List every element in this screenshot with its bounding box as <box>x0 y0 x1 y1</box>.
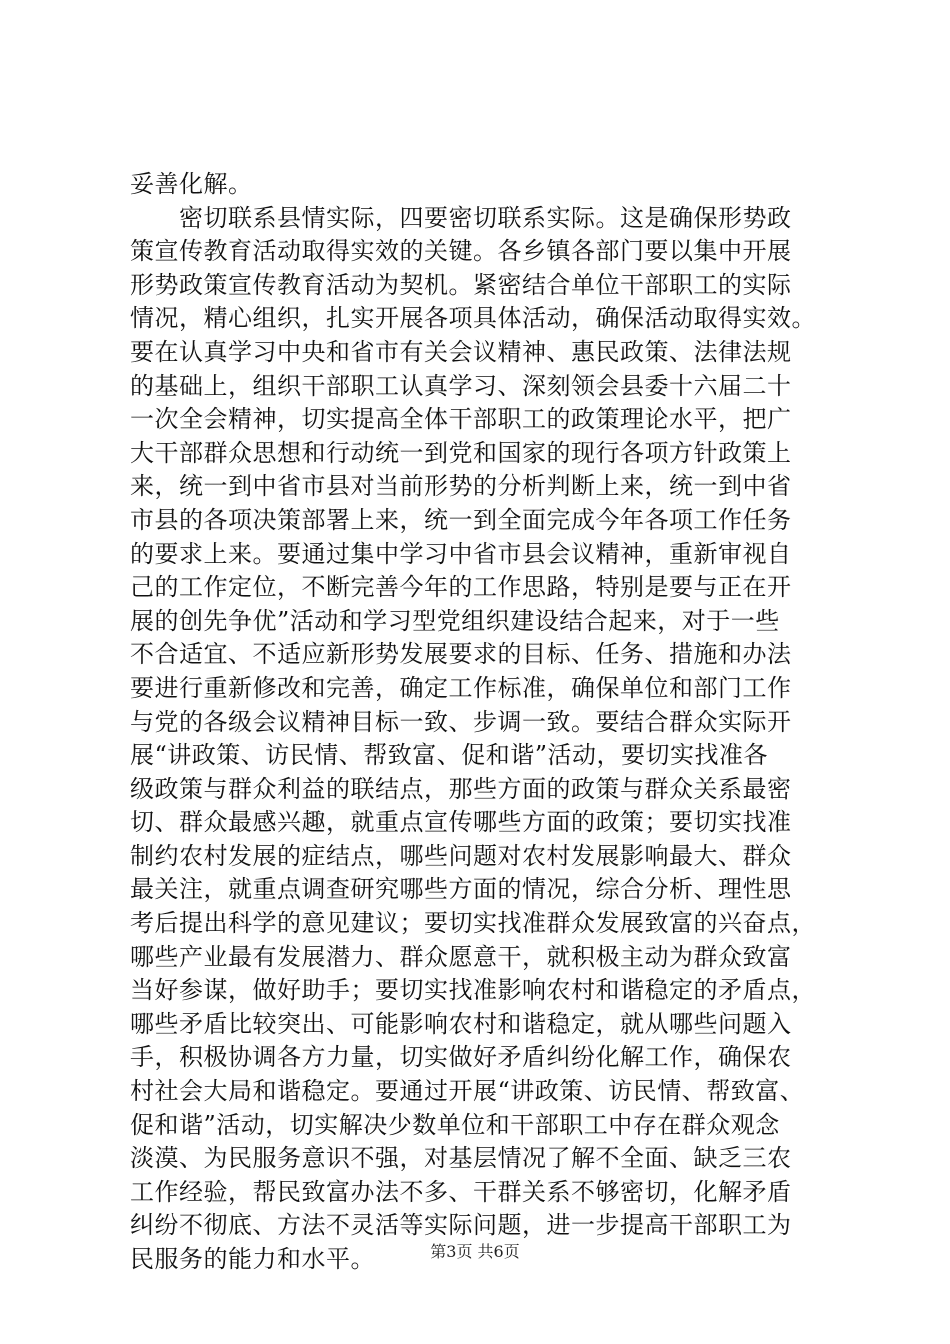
text-line: 切、群众最感兴趣，就重点宣传哪些方面的政策；要切实找准 <box>130 808 792 837</box>
text-line: 淡漠、为民服务意识不强，对基层情况了解不全面、缺乏三农 <box>130 1144 792 1173</box>
page-footer: 第3页 共6页 <box>430 1242 520 1261</box>
text-line: 一次全会精神，切实提高全体干部职工的政策理论水平，把广 <box>130 405 792 434</box>
text-line: 考后提出科学的意见建议；要切实找准群众发展致富的兴奋点， <box>130 909 816 938</box>
text-line: 展“讲政策、访民情、帮致富、促和谐”活动，要切实找准各 <box>130 741 769 770</box>
text-line: 哪些矛盾比较突出、可能影响农村和谐稳定，就从哪些问题入 <box>130 1009 792 1038</box>
text-line: 大干部群众思想和行动统一到党和国家的现行各项方针政策上 <box>130 438 792 467</box>
text-line: 己的工作定位，不断完善今年的工作思路，特别是要与正在开 <box>130 573 792 602</box>
text-line: 纠纷不彻底、方法不灵活等实际问题，进一步提高干部职工为 <box>130 1211 792 1240</box>
body-text <box>130 168 850 1277</box>
text-line: 最关注，就重点调查研究哪些方面的情况，综合分析、理性思 <box>130 875 792 904</box>
text-line: 与党的各级会议精神目标一致、步调一致。要结合群众实际开 <box>130 707 792 736</box>
text-line: 展的创先争优”活动和学习型党组织建设结合起来，对于一些 <box>130 606 780 635</box>
text-line: 妥善化解。 <box>130 170 253 198</box>
text-line: 手，积极协调各方力量，切实做好矛盾纠纷化解工作，确保农 <box>130 1043 792 1072</box>
text-line: 来，统一到中省市县对当前形势的分析判断上来，统一到中省 <box>130 472 792 501</box>
text-line: 级政策与群众利益的联结点，那些方面的政策与群众关系最密 <box>130 774 792 803</box>
text-line: 当好参谋，做好助手；要切实找准影响农村和谐稳定的矛盾点， <box>130 976 816 1005</box>
text-line: 工作经验，帮民致富办法不多、干群关系不够密切，化解矛盾 <box>130 1177 792 1206</box>
text-line: 密切联系县情实际，四要密切联系实际。这是确保形势政 <box>130 203 792 232</box>
text-line: 制约农村发展的症结点，哪些问题对农村发展影响最大、群众 <box>130 841 792 870</box>
text-line: 村社会大局和谐稳定。要通过开展“讲政策、访民情、帮致富、 <box>130 1077 805 1106</box>
text-line: 促和谐”活动，切实解决少数单位和干部职工中存在群众观念 <box>130 1110 780 1139</box>
text-line: 市县的各项决策部署上来，统一到全面完成今年各项工作任务 <box>130 505 792 534</box>
text-line: 形势政策宣传教育活动为契机。紧密结合单位干部职工的实际 <box>130 270 792 299</box>
text-line: 策宣传教育活动取得实效的关键。各乡镇各部门要以集中开展 <box>130 237 792 266</box>
text-line: 民服务的能力和水平。 <box>130 1245 375 1273</box>
text-line: 要进行重新修改和完善，确定工作标准，确保单位和部门工作 <box>130 673 792 702</box>
text-line: 情况，精心组织，扎实开展各项具体活动，确保活动取得实效。 <box>130 304 816 333</box>
text-line: 的基础上，组织干部职工认真学习、深刻领会县委十六届二十 <box>130 371 792 400</box>
text-line: 的要求上来。要通过集中学习中省市县会议精神，重新审视自 <box>130 539 792 568</box>
text-line: 要在认真学习中央和省市有关会议精神、惠民政策、法律法规 <box>130 337 792 366</box>
text-line: 不合适宜、不适应新形势发展要求的目标、任务、措施和办法 <box>130 640 792 669</box>
text-line: 哪些产业最有发展潜力、群众愿意干，就积极主动为群众致富 <box>130 942 792 971</box>
